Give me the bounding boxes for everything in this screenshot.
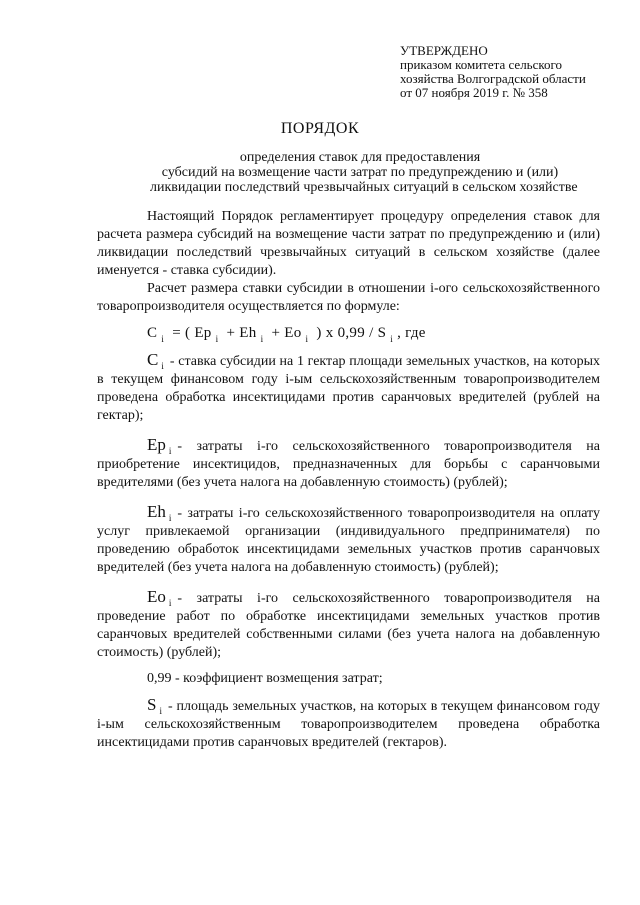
formula-sub: i [305,334,309,344]
formula-sub: i [260,334,264,344]
approval-date-number: от 07 ноября 2019 г. № 358 [400,85,548,100]
definition-symbol: S [147,695,157,714]
definition-symbol: Eo [147,587,166,606]
definition-subscript: i [159,706,162,716]
approval-heading: УТВЕРЖДЕНО [400,43,488,58]
definition-text: - площадь земельных участков, на которых в текущем финансовом году i-ым сельскохозяйственным товаропроизводителем проведена обработка инсектицидами против саранчовых вредителей (гектаров). [97,699,600,750]
definition-s [97,696,600,752]
definition-coefficient: 0,99 - коэффициент возмещения затрат; [147,671,383,686]
document-subtitle [150,150,578,195]
intro-paragraph: Настоящий Порядок регламентирует процедуру определения ставок для расчета размера субсидий на возмещение части затрат по предупреждению и (или) ликвидации последствий чрезвычайных ситуаций в сельском хозяйстве (далее именуется - ставка субсидии). [97,209,600,278]
definition-subscript: i [161,361,164,371]
approval-stamp [400,44,586,100]
calc-intro-paragraph: Расчет размера ставки субсидии в отношении i-ого сельскохозяйственного товаропроизводителя осуществляется по формуле: [97,281,600,314]
formula-tail: , где [397,325,426,341]
definition-subscript: i [168,513,172,523]
definition-subscript: i [168,446,172,456]
formula-sub: i [390,334,394,344]
document-title: ПОРЯДОК [280,120,360,137]
definition-symbol: Ep [147,435,166,454]
document-body [97,208,600,752]
definition-text: - ставка субсидии на 1 гектар площади земельных участков, на которых в текущем финансовом году i-ым сельскохозяйственным товаропроизводителем проведена обработка инсектицидами против саранчовых вредителей (рублей на гектар); [97,354,600,423]
formula-sub: i [161,334,165,344]
definition-text: - затраты i-го сельскохозяйственного товаропроизводителя на приобретение инсектицидов, предназначенных для борьбы с саранчовыми вредителями (без учета налога на добавленную стоимость) (рублей); [97,439,600,490]
definition-eh [97,503,600,577]
formula-eo: + Eo [271,325,302,341]
subtitle-line: ликвидации последствий чрезвычайных ситуаций в сельском хозяйстве [150,180,578,195]
definition-symbol: Eh [147,502,166,521]
definition-text: - затраты i-го сельскохозяйственного товаропроизводителя на проведение работ по обработке инсектицидами земельных участков против саранчовых вредителей собственными силами (без учета налога на добавленную стоимость) (рублей); [97,591,600,660]
subtitle-line: определения ставок для предоставления [239,150,481,165]
definition-subscript: i [168,598,172,608]
formula-ep: = ( Ep [172,325,212,341]
subtitle-line: субсидий на возмещение части затрат по предупреждению и (или) [161,165,559,180]
definition-c [97,351,600,425]
formula-eh: + Eh [226,325,257,341]
definition-ep [97,436,600,492]
approval-line: приказом комитета сельского [400,57,563,72]
definition-eo [97,588,600,662]
formula-sub: i [215,334,219,344]
definition-symbol: C [147,350,159,369]
approval-line: хозяйства Волгоградской области [400,71,586,86]
formula-c: C [147,325,158,341]
formula [97,324,600,343]
formula-close: ) x 0,99 / S [316,325,387,341]
definition-text: - затраты i-го сельскохозяйственного товаропроизводителя на оплату услуг привлекаемой организации (индивидуального предпринимателя) по проведению обработок инсектицидами земельных участков против саранчовых вредителей (без учета налога на добавленную стоимость) (рублей); [97,506,600,575]
